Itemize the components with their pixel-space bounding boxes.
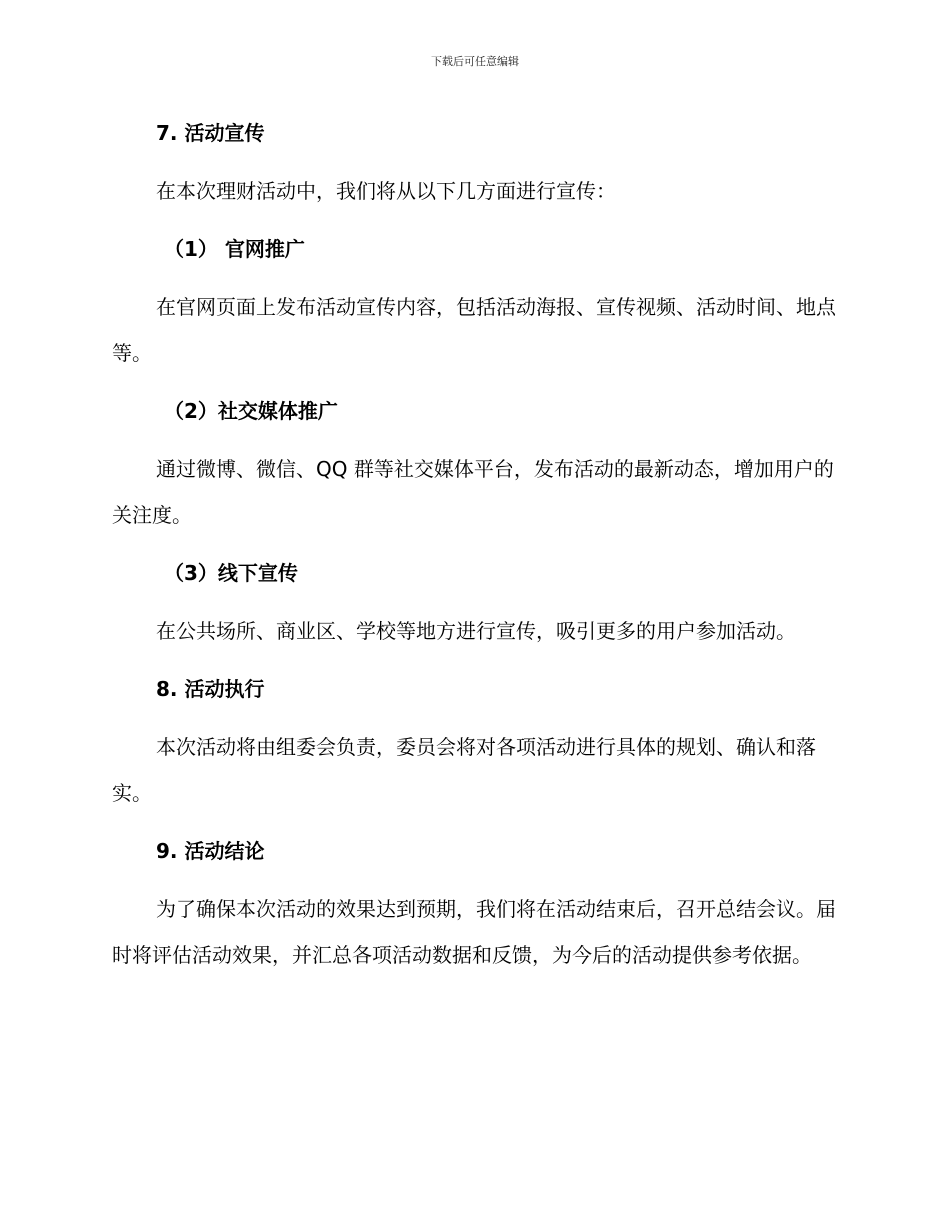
section-heading-execution: 8. 活动执行: [156, 677, 265, 701]
document-body: [112, 110, 836, 990]
paragraph-website: 在官网页面上发布活动宣传内容，包括活动海报、宣传视频、活动时间、地点等。: [112, 295, 836, 365]
paragraph-promotion-intro: 在本次理财活动中，我们将从以下几方面进行宣传：: [156, 179, 616, 203]
paragraph-offline: 在公共场所、商业区、学校等地方进行宣传，吸引更多的用户参加活动。: [156, 619, 796, 643]
section-heading-conclusion: 9. 活动结论: [156, 839, 265, 863]
header-note: 下载后可任意编辑: [431, 55, 519, 68]
sub-heading-social-media: （2）社交媒体推广: [164, 399, 338, 423]
paragraph-execution: 本次活动将由组委会负责，委员会将对各项活动进行具体的规划、确认和落实。: [112, 735, 816, 805]
paragraph-conclusion: 为了确保本次活动的效果达到预期，我们将在活动结束后，召开总结会议。届时将评估活动效果，并汇总各项活动数据和反馈，为今后的活动提供参考依据。: [112, 897, 836, 967]
paragraph-social-media: 通过微博、微信、QQ 群等社交媒体平台，发布活动的最新动态，增加用户的关注度。: [112, 457, 834, 527]
section-heading-promotion: 7. 活动宣传: [156, 121, 265, 145]
sub-heading-offline: （3）线下宣传: [164, 561, 298, 585]
sub-heading-website: （1） 官网推广: [164, 237, 305, 261]
